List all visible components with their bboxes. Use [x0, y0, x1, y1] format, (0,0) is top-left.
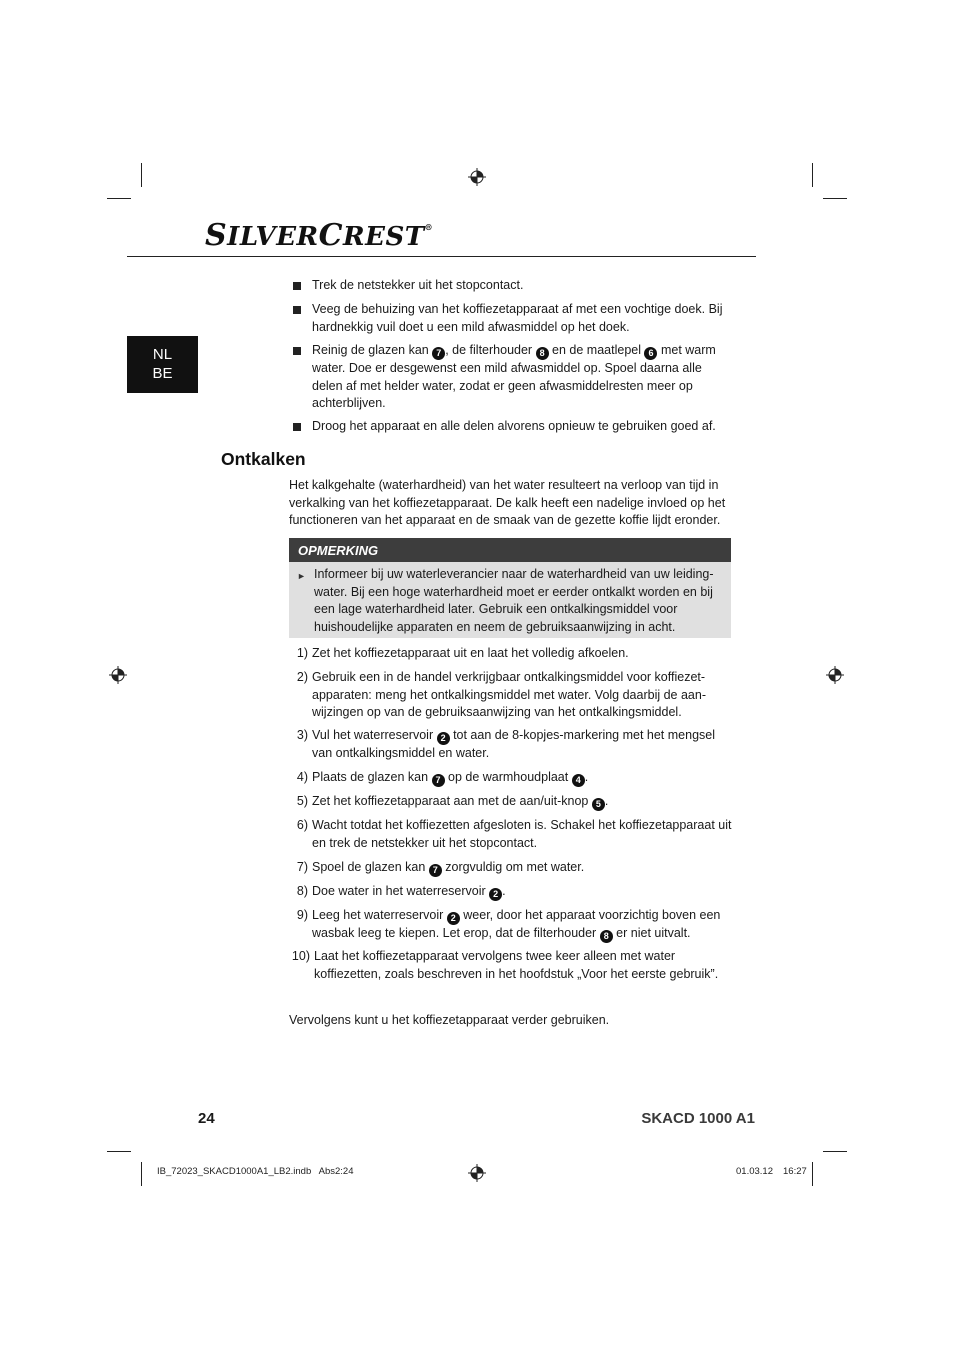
step-item: [289, 859, 734, 877]
crop-mark: [107, 1151, 131, 1152]
part-number-badge: 7: [432, 347, 445, 360]
bullet-text: Veeg de behuizing van het koffiezetapparaat af met een vochtige doek. Bij hardnekkig vuil doet u een mild afwasmiddel op het doek.: [312, 302, 723, 334]
step-item: [289, 883, 734, 901]
bullet-text: Droog het apparaat en alle delen alvorens opnieuw te gebruiken goed af.: [312, 419, 716, 433]
part-number-badge: 4: [572, 774, 585, 787]
step-text: Plaats de glazen kan 7 op de warmhoudplaat 4 .: [312, 770, 589, 785]
note-header: OPMERKING: [289, 538, 731, 562]
step-item: [289, 817, 734, 852]
bullet-text: Trek de netstekker uit het stopcontact.: [312, 278, 524, 292]
registration-mark-icon: [468, 1164, 486, 1182]
part-number-badge: 2: [447, 912, 460, 925]
step-item: [289, 793, 734, 811]
bullet-item: [293, 301, 733, 336]
step-text: Vul het waterreservoir 2 tot aan de 8-kopjes-markering met het mengsel van ontkalkingsmiddel en water.: [312, 728, 716, 760]
step-text: Spoel de glazen kan 7 zorgvuldig om met water.: [312, 860, 585, 875]
section-title: Ontkalken: [221, 449, 306, 469]
bullet-item: [293, 418, 733, 436]
step-item: [289, 727, 734, 763]
part-number-badge: 5: [592, 798, 605, 811]
step-number: 9): [296, 908, 308, 922]
print-time: 16:27: [783, 1166, 807, 1177]
bullet-text: Reinig de glazen kan 7 , de filterhouder 8 en de maatlepel 6 met warm water. Doe er desgewenst een mild afwasmiddel op. Spoel daarna alle delen af met helder water, zodat er geen afwasmiddelresten meer op achterblijven.: [312, 343, 716, 410]
section-intro: Het kalkgehalte (waterhardheid) van het water resulteert na verloop van tijd in verkalking van het koffiezetapparaat. De kalk heeft een nadelige invloed op het functioneren van het apparaat en de smaak van de gezette koffie lijdt eronder.: [289, 478, 726, 527]
step-text: Wacht totdat het koffiezetten afgesloten is. Schakel het koffiezetapparaat uit en trek de netstekker uit het stopcontact.: [312, 818, 732, 850]
note-text: Informeer bij uw waterleverancier naar de waterhardheid van uw leiding-water. Bij een hoge waterhardheid moet er eerder ontkalkt worden en bij een lage waterhardheid later. Gebruik een ontkalkingsmiddel voor huishoudelijke apparaten en neem de gebruiksaanwijzing in acht.: [314, 567, 714, 634]
language-code: NL: [152, 346, 173, 363]
step-text: Laat het koffiezetapparaat vervolgens twee keer alleen met water koffiezetten, zoals beschreven in het hoofdstuk „Voor het eerste gebruik”.: [314, 949, 719, 981]
step-number: 2): [296, 670, 308, 684]
part-number-badge: 6: [644, 347, 657, 360]
square-bullet-icon: [293, 306, 301, 314]
language-tab: [127, 336, 198, 393]
step-item: [289, 645, 734, 663]
step-text: Gebruik een in de handel verkrijgbaar ontkalkingsmiddel voor koffiezet-apparaten: meng het ontkalkingsmiddel met water. Volg daarbij de aan-wijzingen op van de gebruiksaanwijzing van het ontkalkingsmiddel.: [312, 670, 706, 719]
step-number: 1): [296, 646, 308, 660]
part-number-badge: 7: [429, 864, 442, 877]
bullet-item: [293, 342, 733, 413]
step-number: 10): [291, 949, 310, 963]
step-item: [289, 769, 734, 787]
part-number-badge: 8: [536, 347, 549, 360]
bullet-item: [293, 277, 733, 295]
step-text: Zet het koffiezetapparaat uit en laat het volledig afkoelen.: [312, 646, 629, 660]
print-date: 01.03.12: [736, 1166, 773, 1177]
step-item: [289, 948, 734, 983]
part-number-badge: 8: [600, 930, 613, 943]
step-number: 8): [296, 884, 308, 898]
crop-mark: [812, 163, 813, 187]
crop-mark: [141, 1162, 142, 1186]
step-number: 6): [296, 818, 308, 832]
crop-mark: [823, 1151, 847, 1152]
registration-mark-icon: [109, 666, 127, 684]
header-rule: [127, 256, 756, 257]
crop-mark: [823, 198, 847, 199]
square-bullet-icon: [293, 347, 301, 355]
language-code: BE: [152, 365, 173, 382]
part-number-badge: 2: [489, 888, 502, 901]
page-number: 24: [198, 1110, 215, 1127]
step-text: Doe water in het waterreservoir 2 .: [312, 884, 506, 899]
step-number: 3): [296, 728, 308, 742]
closing-text: Vervolgens kunt u het koffiezetapparaat verder gebruiken.: [289, 1013, 610, 1027]
square-bullet-icon: [293, 282, 301, 290]
step-number: 7): [296, 860, 308, 874]
step-text: Zet het koffiezetapparaat aan met de aan/uit-knop 5 .: [312, 794, 609, 809]
file-info: IB_72023_SKACD1000A1_LB2.indb Abs2:24: [157, 1166, 354, 1177]
step-text: Leeg het waterreservoir 2 weer, door het apparaat voorzichtig boven een wasbak leeg te kiepen. Let erop, dat de filterhouder 8 er niet uitvalt.: [312, 908, 721, 941]
crop-mark: [141, 163, 142, 187]
step-number: 4): [296, 770, 308, 784]
note-box: [289, 562, 731, 638]
brand-logo: SILVERCREST®: [205, 218, 434, 253]
step-item: [289, 669, 734, 722]
part-number-badge: 7: [432, 774, 445, 787]
step-number: 5): [296, 794, 308, 808]
registration-mark-icon: [468, 168, 486, 186]
step-item: [289, 907, 734, 943]
arrow-right-icon: ►: [297, 571, 306, 581]
registration-mark-icon: [826, 666, 844, 684]
crop-mark: [107, 198, 131, 199]
model-number: SKACD 1000 A1: [641, 1110, 755, 1127]
crop-mark: [812, 1162, 813, 1186]
part-number-badge: 2: [437, 732, 450, 745]
square-bullet-icon: [293, 423, 301, 431]
